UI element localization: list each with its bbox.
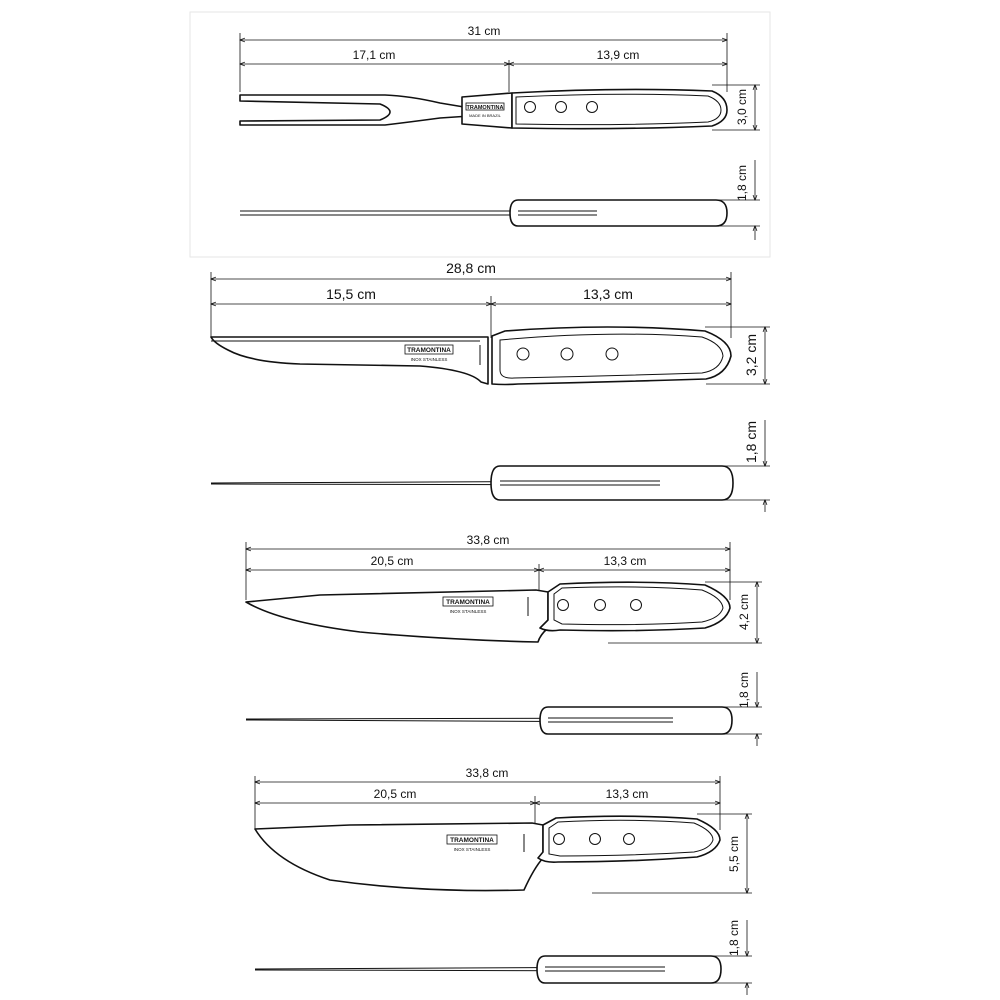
- carving-blade: [246, 590, 548, 642]
- fork-tines: [240, 95, 470, 125]
- chef-knife-group: [255, 766, 752, 995]
- carving-thickness-label: 1,8 cm: [737, 671, 751, 709]
- boning-total-length-label: 28,8 cm: [446, 260, 496, 276]
- chef-total-length-label: 33,8 cm: [465, 766, 509, 780]
- fork-brand-sub: MADE IN BRAZIL: [469, 113, 501, 118]
- boning-handle-height-label: 3,2 cm: [743, 333, 759, 377]
- carving-total-length-label: 33,8 cm: [466, 533, 510, 547]
- boning-knife-group: [211, 260, 770, 512]
- boning-brand-label: TRAMONTINA: [407, 347, 451, 354]
- chef-blade: [255, 823, 543, 891]
- fork-total-length-label: 31 cm: [467, 24, 501, 38]
- boning-handle-length-label: 13,3 cm: [583, 286, 633, 302]
- fork-handle-height-label: 3,0 cm: [735, 88, 749, 126]
- boning-brand-sub: INOX STAINLESS: [410, 357, 448, 362]
- chef-handle-length-label: 13,3 cm: [605, 787, 649, 801]
- chef-blade-length-label: 20,5 cm: [373, 787, 417, 801]
- carving-brand-label: TRAMONTINA: [446, 599, 490, 606]
- chef-brand-sub: INOX STAINLESS: [453, 847, 491, 852]
- chef-top-view-handle: [537, 956, 721, 983]
- chef-handle-height-label: 5,5 cm: [727, 835, 741, 873]
- fork-handle-length-label: 13,9 cm: [596, 48, 640, 62]
- carving-top-view-handle: [540, 707, 732, 734]
- fork-brand-label: TRAMONTINA: [466, 105, 504, 111]
- fork-blade-length-label: 17,1 cm: [352, 48, 396, 62]
- fork-top-view-handle: [510, 200, 727, 226]
- chef-brand-label: TRAMONTINA: [450, 837, 494, 844]
- fork-thickness-label: 1,8 cm: [735, 164, 749, 202]
- carving-brand-sub: INOX STAINLESS: [449, 609, 487, 614]
- boning-blade-length-label: 15,5 cm: [326, 286, 376, 302]
- boning-thickness-label: 1,8 cm: [743, 420, 759, 464]
- carving-blade-length-label: 20,5 cm: [370, 554, 414, 568]
- fork-group: [240, 24, 760, 240]
- carving-handle-length-label: 13,3 cm: [603, 554, 647, 568]
- chef-thickness-label: 1,8 cm: [727, 919, 741, 957]
- carving-handle-height-label: 4,2 cm: [737, 593, 751, 631]
- boning-top-view-handle: [491, 466, 733, 500]
- carving-knife-group: [246, 533, 762, 746]
